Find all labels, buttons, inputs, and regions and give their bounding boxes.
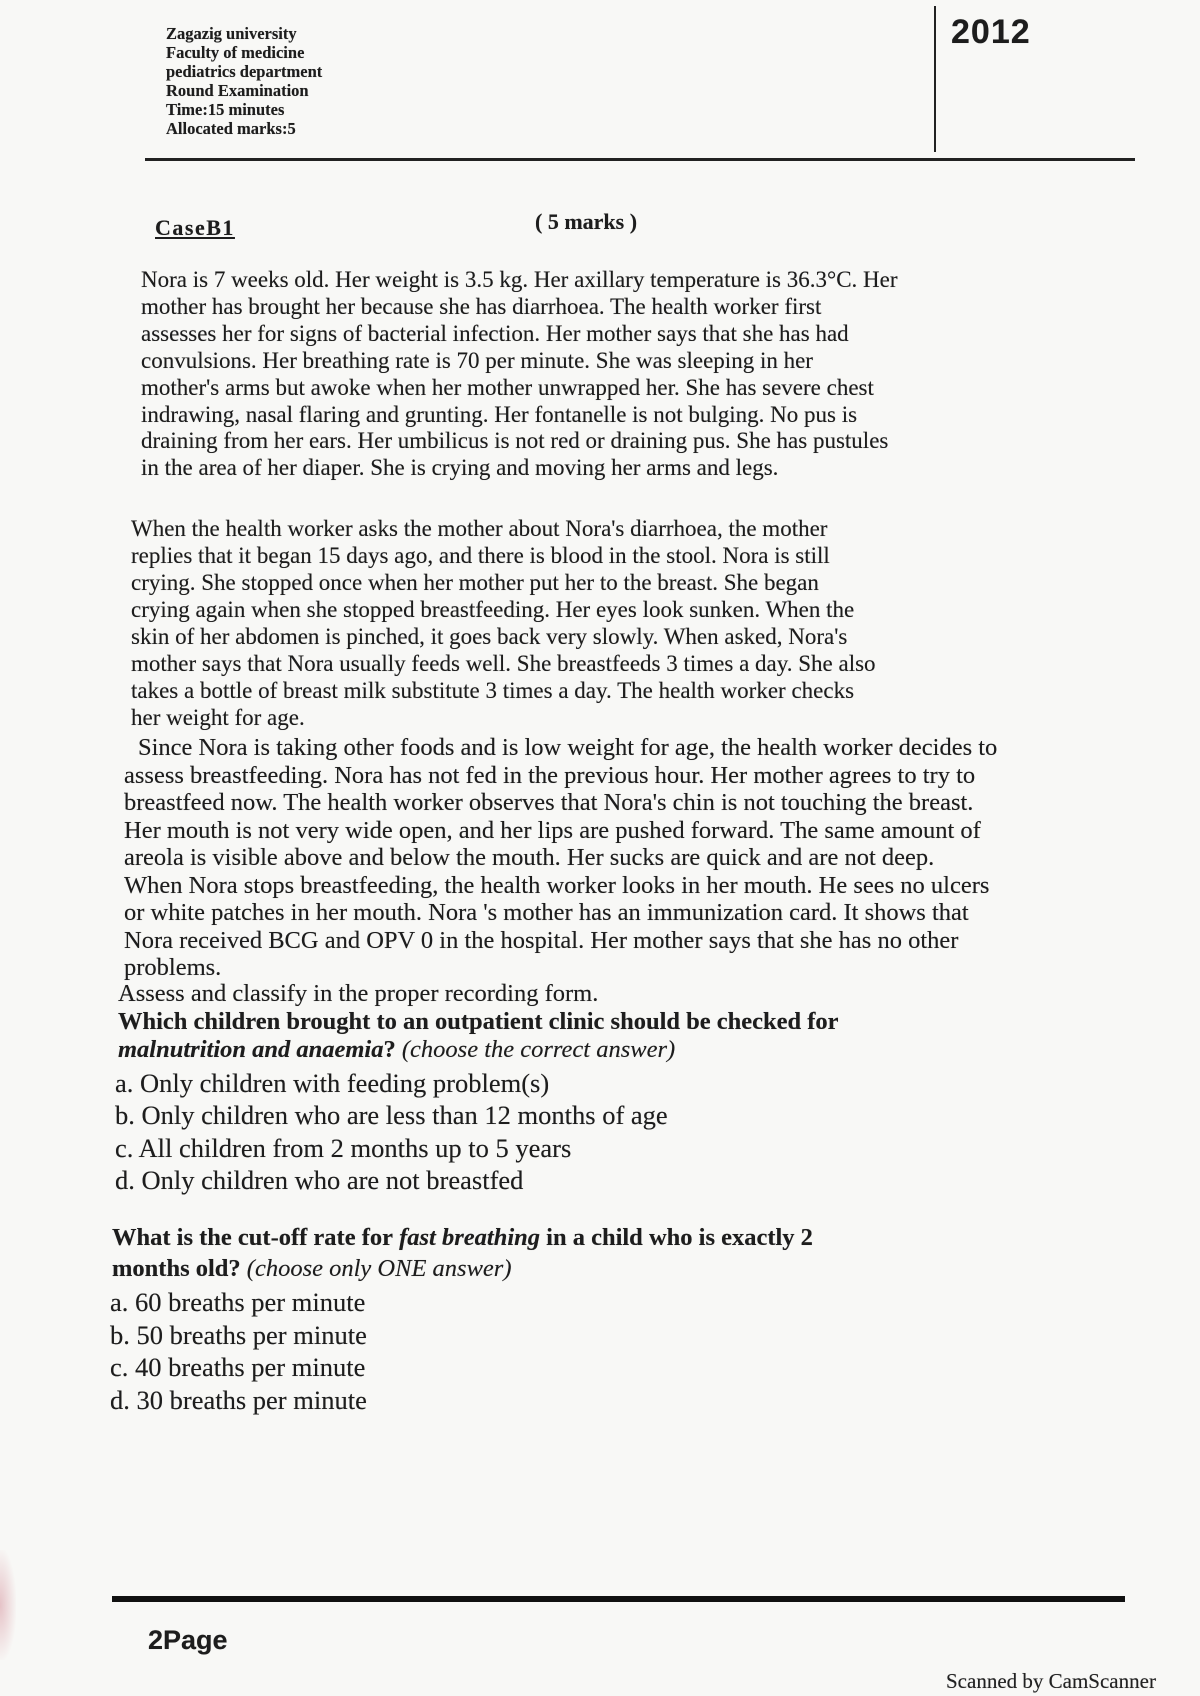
- exam-year: 2012: [951, 13, 1031, 51]
- question-2-options: [110, 1286, 367, 1416]
- question-topic-emphasis: fast breathing: [399, 1224, 541, 1251]
- answer-option: a. 60 breaths per minute: [110, 1287, 366, 1317]
- answer-option: d. Only children who are not breastfed: [115, 1164, 524, 1195]
- scan-edge-mark: [0, 1550, 16, 1660]
- header-line: Allocated marks:5: [166, 119, 296, 138]
- question-stem-line: [112, 1253, 813, 1284]
- question-instruction: (choose the correct answer): [401, 1036, 676, 1063]
- header-vertical-divider: [934, 6, 936, 152]
- case-marks: ( 5 marks ): [535, 209, 638, 234]
- answer-option: b. Only children who are less than 12 months of age: [115, 1100, 668, 1131]
- paragraph-line: assess breastfeeding. Nora has not fed in the previous hour. Her mother agrees to try to: [124, 761, 976, 789]
- paragraph-line: convulsions. Her breathing rate is 70 per minute. She was sleeping in her: [141, 347, 813, 373]
- paragraph-line: Her mouth is not very wide open, and her lips are pushed forward. The same amount of: [124, 816, 981, 844]
- question-stem-text: What is the cut-off rate for: [112, 1224, 393, 1251]
- answer-option: b. 50 breaths per minute: [110, 1319, 367, 1350]
- paragraph-line: replies that it began 15 days ago, and there is blood in the stool. Nora is still: [131, 543, 830, 568]
- paragraph-line: mother's arms but awoke when her mother unwrapped her. She has severe chest: [141, 374, 874, 400]
- case-paragraph-3: [124, 734, 997, 982]
- question-stem-text: months old?: [112, 1255, 241, 1282]
- header-rule: [145, 158, 1135, 161]
- paragraph-line: indrawing, nasal flaring and grunting. Her fontanelle is not bulging. No pus is: [141, 401, 858, 427]
- paragraph-line: breastfeed now. The health worker observes that Nora's chin is not touching the breast.: [124, 789, 974, 816]
- header-line: Zagazig university: [166, 24, 297, 43]
- question-stem-text: in a child who is exactly 2: [546, 1224, 813, 1251]
- paragraph-line: Since Nora is taking other foods and is low weight for age, the health worker decides to: [138, 734, 998, 761]
- answer-option: d. 30 breaths per minute: [110, 1384, 367, 1415]
- paragraph-line: takes a bottle of breast milk substitute 3 times a day. The health worker checks: [131, 678, 855, 703]
- paragraph-line: Nora received BCG and OPV 0 in the hospital. Her mother says that she has no other: [124, 926, 959, 954]
- question-topic-emphasis: malnutrition and anaemia: [118, 1036, 384, 1063]
- question-instruction: (choose only ONE answer): [246, 1255, 512, 1282]
- question-2-stem: [112, 1222, 813, 1284]
- scanner-credit: Scanned by CamScanner: [946, 1669, 1156, 1693]
- paragraph-line: areola is visible above and below the mouth. Her sucks are quick and are not deep.: [124, 844, 935, 871]
- paragraph-line: assesses her for signs of bacterial infection. Her mother says that she has had: [141, 320, 849, 346]
- question-1-options: [115, 1067, 668, 1196]
- question-mark: ?: [383, 1036, 396, 1063]
- header-line: Time:15 minutes: [166, 100, 285, 119]
- answer-option: a. Only children with feeding problem(s): [115, 1068, 550, 1098]
- answer-option: c. 40 breaths per minute: [110, 1352, 366, 1382]
- paragraph-line: problems.: [124, 954, 222, 981]
- page-label: 2Page: [148, 1625, 228, 1655]
- header-line: Faculty of medicine: [166, 43, 305, 62]
- paragraph-line: mother has brought her because she has diarrhoea. The health worker first: [141, 293, 822, 319]
- question-1-stem: [118, 1008, 839, 1064]
- paragraph-line: mother says that Nora usually feeds well. She breastfeeds 3 times a day. She also: [131, 651, 876, 676]
- case-paragraph-1: [141, 267, 898, 482]
- case-title: CaseB1: [155, 215, 235, 240]
- paragraph-line: skin of her abdomen is pinched, it goes back very slowly. When asked, Nora's: [131, 624, 848, 649]
- paragraph-line: When the health worker asks the mother about Nora's diarrhoea, the mother: [131, 516, 828, 541]
- footer-rule: [112, 1596, 1125, 1602]
- question-stem-line: [112, 1222, 813, 1253]
- institution-header: [166, 24, 322, 138]
- paragraph-line: draining from her ears. Her umbilicus is not red or draining pus. She has pustules: [141, 428, 889, 454]
- paragraph-line: crying. She stopped once when her mother put her to the breast. She began: [131, 570, 819, 595]
- paragraph-line: When Nora stops breastfeeding, the health worker looks in her mouth. He sees no ulcers: [124, 871, 990, 899]
- answer-option: c. All children from 2 months up to 5 years: [115, 1132, 572, 1163]
- case-instruction: Assess and classify in the proper recording form.: [118, 980, 599, 1007]
- paragraph-line: or white patches in her mouth. Nora 's mother has an immunization card. It shows that: [124, 899, 969, 926]
- question-stem-line: Which children brought to an outpatient clinic should be checked for: [118, 1008, 839, 1035]
- paragraph-line: crying again when she stopped breastfeeding. Her eyes look sunken. When the: [131, 597, 855, 622]
- question-stem-line: [118, 1036, 839, 1064]
- paragraph-line: her weight for age.: [131, 705, 305, 730]
- paragraph-line: in the area of her diaper. She is crying and moving her arms and legs.: [141, 455, 779, 481]
- case-paragraph-2: [131, 515, 876, 731]
- paragraph-line: Nora is 7 weeks old. Her weight is 3.5 kg. Her axillary temperature is 36.3°C. Her: [141, 267, 898, 292]
- header-line: Round Examination: [166, 81, 309, 100]
- header-line: pediatrics department: [166, 62, 323, 81]
